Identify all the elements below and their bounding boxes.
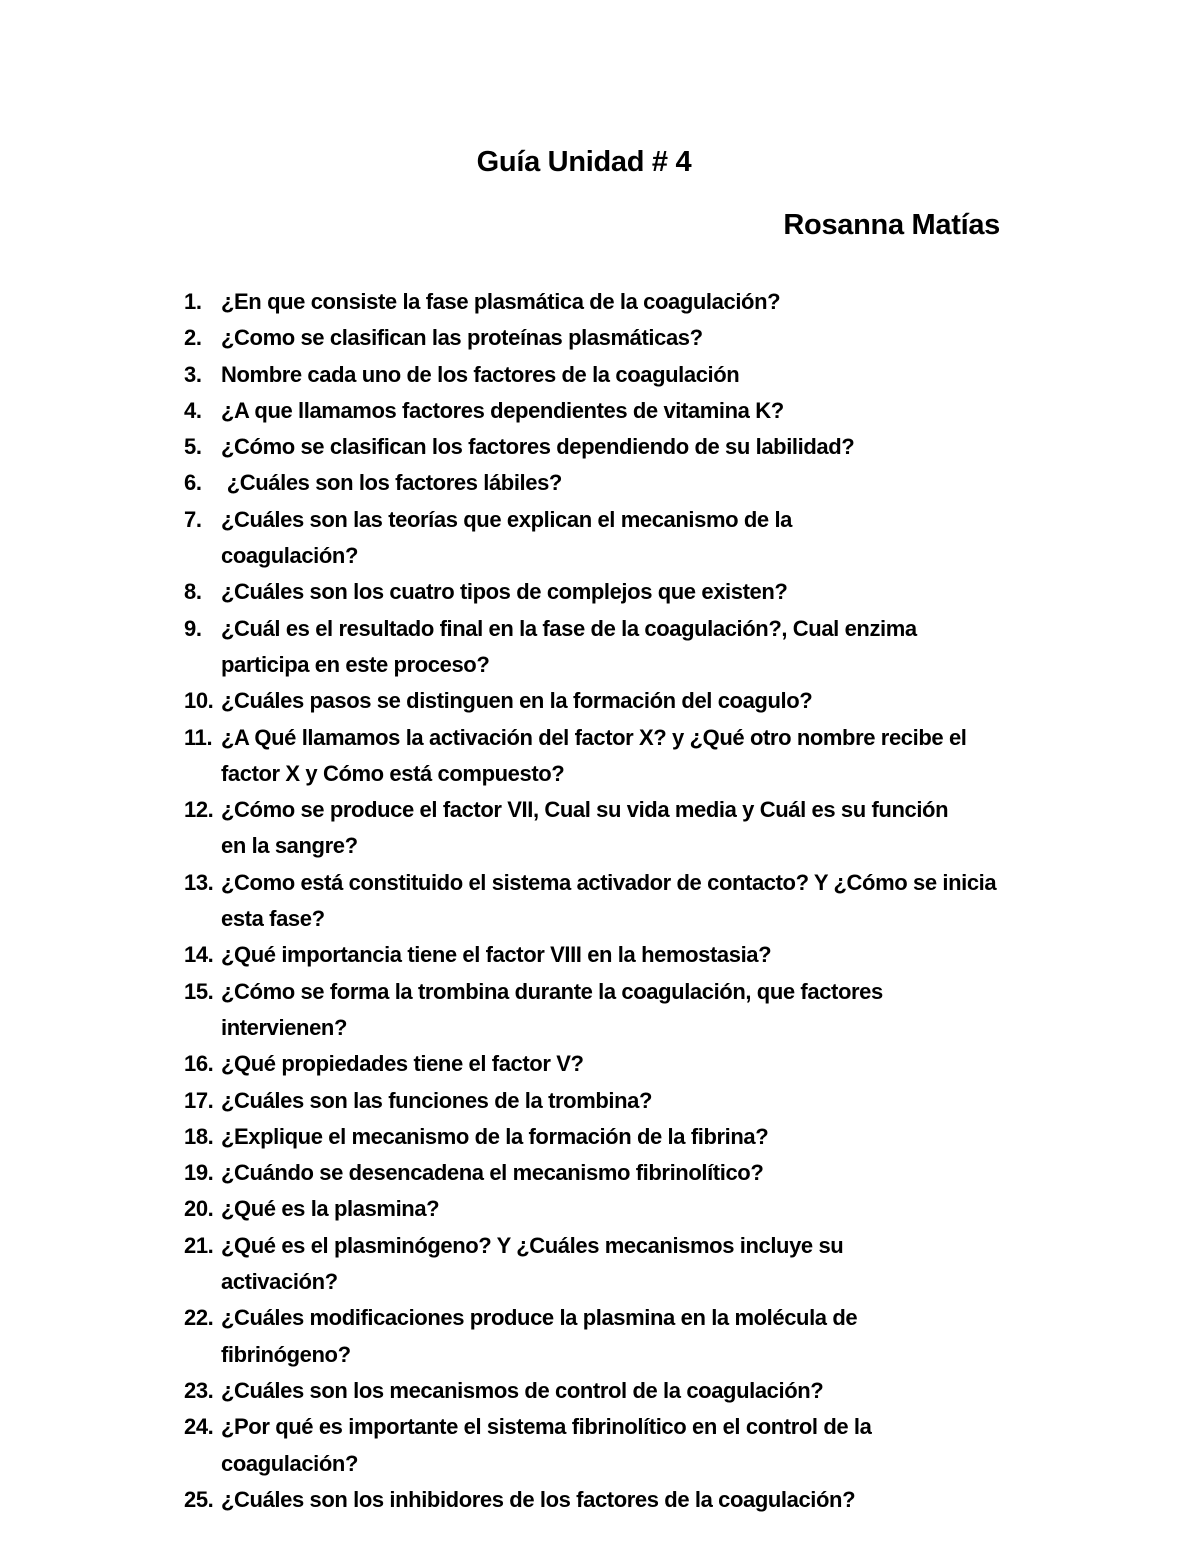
list-item [184, 865, 1004, 938]
list-item [184, 1191, 1004, 1227]
question-number: 16. [184, 1051, 214, 1077]
question-text: ¿Explique el mecanismo de la formación de la fibrina? [221, 1123, 769, 1149]
question-text: ¿Cómo se produce el factor VII, Cual su vida media y Cuál es su función en la sangre? [221, 797, 949, 859]
list-item [184, 1119, 1004, 1155]
question-text: ¿Cuáles son los mecanismos de control de la coagulación? [221, 1377, 824, 1403]
list-item [184, 574, 1004, 610]
list-item [184, 937, 1004, 973]
question-number: 4. [184, 397, 202, 423]
question-number: 11. [184, 724, 213, 750]
question-number: 18. [184, 1123, 214, 1149]
question-text: ¿Cuándo se desencadena el mecanismo fibrinolítico? [221, 1160, 764, 1186]
question-number: 1. [184, 289, 202, 314]
question-text: ¿Cuáles son las teorías que explican el mecanismo de la coagulación? [221, 506, 793, 569]
question-number: 9. [184, 615, 202, 641]
question-number: 25. [184, 1486, 214, 1512]
question-list [184, 284, 1004, 1518]
question-text: ¿Cuáles pasos se distinguen en la formación del coagulo? [221, 688, 813, 714]
question-number: 12. [184, 797, 214, 823]
question-number: 14. [184, 942, 214, 968]
list-item [184, 1046, 1004, 1082]
question-number: 19. [184, 1160, 214, 1186]
list-item [184, 611, 1004, 684]
author-name: Rosanna Matías [783, 209, 1000, 241]
list-item [184, 284, 1004, 320]
list-item [184, 1409, 1004, 1482]
question-text: ¿Como se clasifican las proteínas plasmáticas? [221, 325, 703, 351]
question-number: 10. [184, 688, 214, 714]
question-number: 8. [184, 579, 202, 605]
question-text: ¿Como está constituido el sistema activador de contacto? Y ¿Cómo se inicia esta fase? [221, 869, 997, 932]
list-item [184, 1300, 1004, 1373]
list-item [184, 1482, 1004, 1518]
question-number: 5. [184, 434, 202, 460]
question-number: 2. [184, 325, 202, 351]
question-number: 6. [184, 470, 202, 496]
question-number: 15. [184, 978, 214, 1004]
list-item [184, 1373, 1004, 1409]
question-text: Nombre cada uno de los factores de la coagulación [221, 361, 740, 387]
question-text: ¿A Qué llamamos la activación del factor X? y ¿Qué otro nombre recibe el factor X y Cómo está compuesto? [221, 724, 967, 786]
question-text: ¿A que llamamos factores dependientes de vitamina K? [221, 397, 784, 423]
list-item [184, 1083, 1004, 1119]
list-item [184, 502, 1004, 575]
list-item [184, 429, 1004, 465]
question-number: 23. [184, 1377, 214, 1403]
question-text: ¿Por qué es importante el sistema fibrinolítico en el control de la coagulación? [221, 1414, 872, 1476]
list-item [184, 393, 1004, 429]
question-text: ¿En que consiste la fase plasmática de la coagulación? [221, 289, 781, 314]
question-number: 20. [184, 1196, 214, 1222]
list-item [184, 683, 1004, 719]
question-text: ¿Cuáles son los inhibidores de los factores de la coagulación? [221, 1486, 856, 1512]
page-title: Guía Unidad # 4 [476, 146, 692, 178]
question-number: 21. [184, 1232, 214, 1258]
list-item [184, 720, 1004, 793]
question-text: ¿Qué es la plasmina? [221, 1196, 440, 1222]
question-text: ¿Cuáles son los cuatro tipos de complejos que existen? [221, 579, 788, 605]
list-item [184, 465, 1004, 501]
question-text: ¿Cómo se forma la trombina durante la coagulación, que factores intervienen? [221, 978, 883, 1040]
question-number: 17. [184, 1087, 214, 1113]
list-item [184, 357, 1004, 393]
question-text: ¿Qué importancia tiene el factor VIII en la hemostasia? [221, 942, 772, 968]
list-item [184, 1228, 1004, 1301]
question-text: ¿Cuáles son las funciones de la trombina? [221, 1087, 653, 1113]
question-number: 24. [184, 1414, 214, 1440]
list-item [184, 792, 1004, 865]
question-number: 3. [184, 361, 202, 387]
question-number: 22. [184, 1305, 214, 1331]
question-text: ¿Cuáles son los factores lábiles? [221, 470, 562, 496]
list-item [184, 320, 1004, 356]
question-number: 7. [184, 506, 202, 532]
question-text: ¿Qué es el plasminógeno? Y ¿Cuáles mecanismos incluye su activación? [221, 1232, 844, 1295]
list-item [184, 1155, 1004, 1191]
question-text: ¿Qué propiedades tiene el factor V? [221, 1051, 584, 1077]
question-text: ¿Cómo se clasifican los factores dependiendo de su labilidad? [221, 434, 855, 460]
question-text: ¿Cuál es el resultado final en la fase de la coagulación?, Cual enzima participa en este proceso? [221, 615, 917, 677]
question-number: 13. [184, 869, 214, 895]
list-item [184, 974, 1004, 1047]
question-text: ¿Cuáles modificaciones produce la plasmina en la molécula de fibrinógeno? [221, 1305, 858, 1367]
